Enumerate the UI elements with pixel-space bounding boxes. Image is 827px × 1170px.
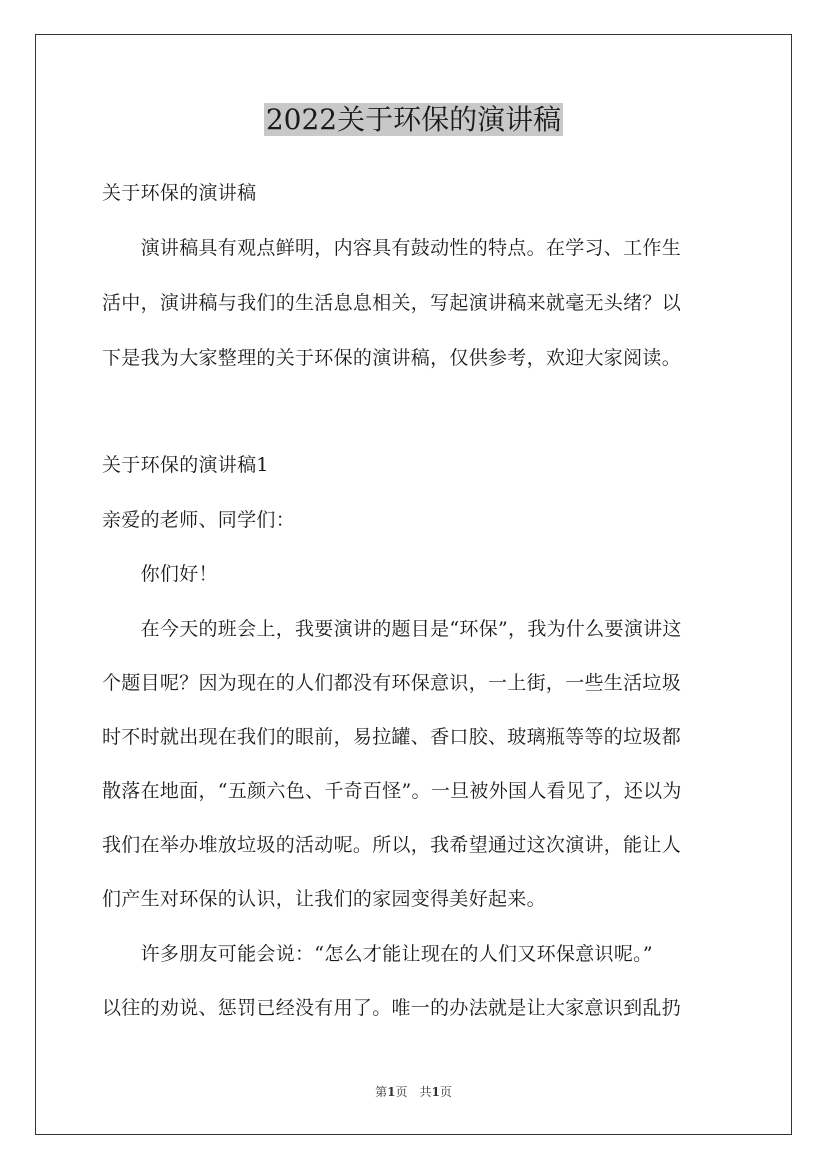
paragraph2-line-1: 许多朋友可能会说：“怎么才能让现在的人们又环保意识呢。” [102, 943, 653, 965]
intro-line-1: 演讲稿具有观点鲜明，内容具有鼓动性的特点。在学习、工作生 [102, 237, 682, 259]
document-heading: 关于环保的演讲稿 [102, 182, 257, 204]
intro-line-3: 下是我为大家整理的关于环保的演讲稿，仅供参考，欢迎大家阅读。 [102, 347, 682, 369]
greeting: 你们好！ [102, 563, 218, 585]
footer-page-number: 1 [387, 1085, 396, 1099]
paragraph1-line-1: 在今天的班会上，我要演讲的题目是“环保”，我为什么要演讲这 [102, 618, 682, 640]
paragraph1-line-4: 散落在地面，“五颜六色、千奇百怪”。一旦被外国人看见了，还以为 [102, 780, 682, 802]
salutation: 亲爱的老师、同学们： [102, 509, 296, 531]
paragraph2-line-2: 以往的劝说、惩罚已经没有用了。唯一的办法就是让大家意识到乱扔 [102, 997, 682, 1019]
paragraph1-line-5: 我们在举办堆放垃圾的活动呢。所以，我希望通过这次演讲，能让人 [102, 834, 682, 856]
paragraph1-line-6: 们产生对环保的认识，让我们的家园变得美好起来。 [102, 888, 546, 910]
document-title: 2022关于环保的演讲稿 [265, 103, 562, 136]
paragraph1-line-3: 时不时就出现在我们的眼前，易拉罐、香口胶、玻璃瓶等等的垃圾都 [102, 726, 682, 748]
footer-page-suffix: 页 [439, 1085, 452, 1099]
intro-line-2: 活中，演讲稿与我们的生活息息相关，写起演讲稿来就毫无头绪？以 [102, 292, 682, 314]
paragraph1-line-2: 个题目呢？因为现在的人们都没有环保意识，一上街，一些生活垃圾 [102, 672, 682, 694]
footer-page-mid: 页 共 [395, 1085, 432, 1099]
footer-page-prefix: 第 [375, 1085, 388, 1099]
section-heading: 关于环保的演讲稿1 [102, 454, 269, 476]
page-footer [0, 1083, 827, 1101]
footer-page-total: 1 [431, 1085, 440, 1099]
